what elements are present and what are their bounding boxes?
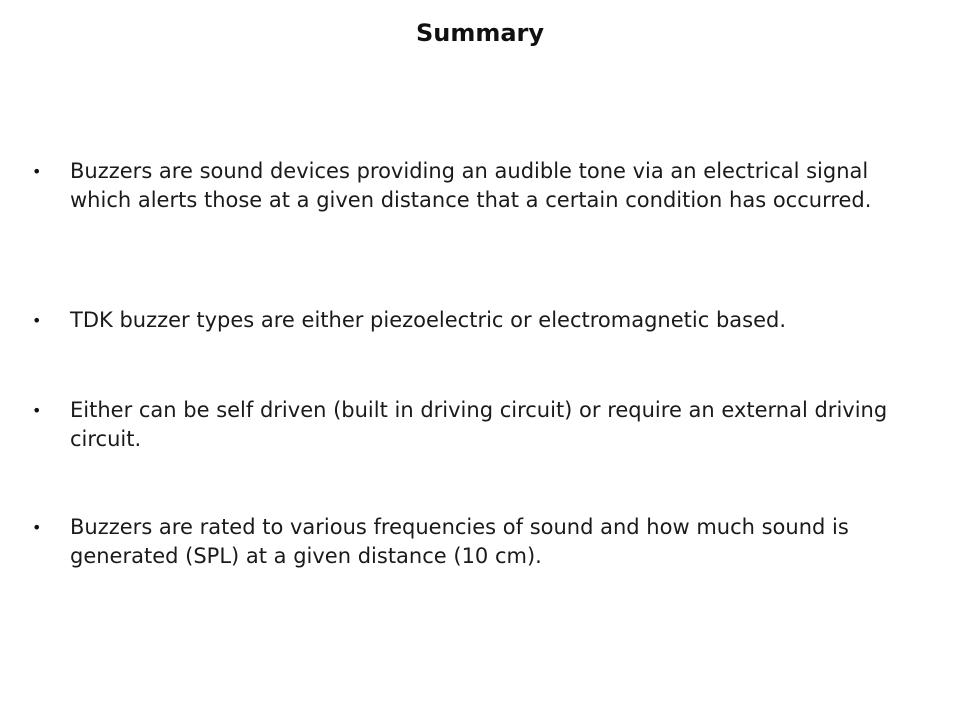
- bullet-icon: •: [32, 162, 42, 181]
- bullet-text: TDK buzzer types are either piezoelectric or electromagnetic based.: [70, 308, 787, 332]
- bullet-item: [32, 157, 932, 215]
- bullet-item: [32, 306, 932, 335]
- bullet-icon: •: [32, 311, 42, 330]
- bullet-text: Buzzers are rated to various frequencies of sound and how much sound is generated (SPL) at a given distance (10 cm).: [70, 515, 849, 568]
- bullet-item: [32, 396, 932, 454]
- bullet-text: Either can be self driven (built in driving circuit) or require an external driving circuit.: [70, 398, 888, 451]
- bullet-item: [32, 513, 932, 571]
- bullet-icon: •: [32, 518, 42, 537]
- page-title: Summary: [415, 19, 545, 47]
- bullet-text: Buzzers are sound devices providing an audible tone via an electrical signal which alerts those at a given distance that a certain condition has occurred.: [70, 159, 872, 212]
- bullet-icon: •: [32, 401, 42, 420]
